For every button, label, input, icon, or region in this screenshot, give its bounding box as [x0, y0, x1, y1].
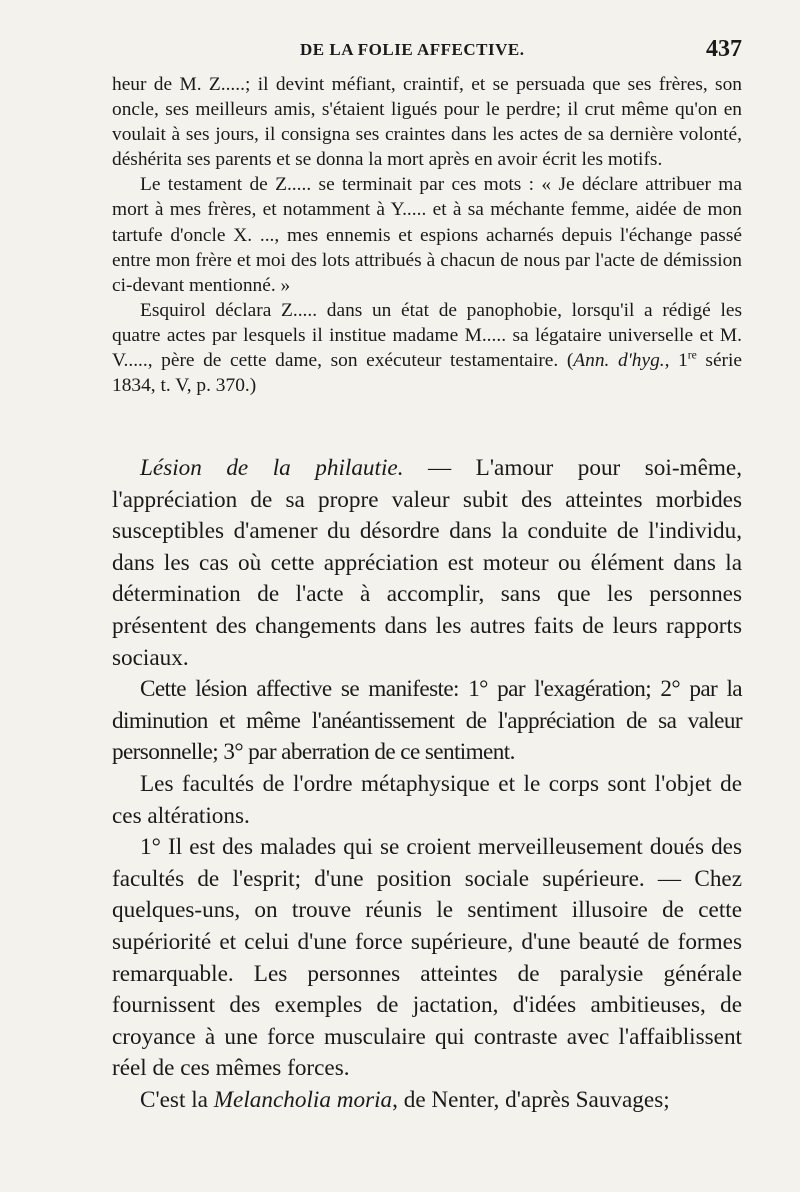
source-journal: Ann. d'hyg. — [573, 350, 665, 372]
page-header — [112, 38, 742, 72]
series-number: , 1 — [664, 350, 688, 372]
case-paragraph-testament: Le testament de Z..... se terminait par ces mots : « Je déclare attribuer ma mort à mes frères, et notamment à Y..... et à sa méchante femme, aidée de mon tartufe d'oncle X. ..., mes ennemis et espions acharnés depuis l'échange passé entre mon frère et moi des lots attribués à chacun de nous par l'acte de démission ci-devant mentionné. » — [112, 174, 742, 296]
melancholia-paragraph — [112, 1085, 742, 1117]
series-superscript: re — [687, 348, 697, 362]
case-description — [112, 72, 742, 398]
case-paragraph-esquirol — [112, 298, 742, 398]
section-title: Lésion de la philautie. — [140, 455, 404, 481]
series-citation: série 1834, t. V, p. 370.) — [112, 350, 742, 397]
faculties-paragraph: Les facultés de l'ordre métaphysique et le corps sont l'objet de ces altérations. — [112, 770, 742, 829]
philautie-paragraph — [112, 453, 742, 674]
melancholia-intro: C'est la — [140, 1086, 214, 1113]
philautie-text: — L'amour pour soi-même, l'appréciation de sa propre valeur subit des atteintes morbides susceptibles d'amener du désordre dans la conduite de l'individu, dans les cas où cette appréciation est moteur ou élément dans la détermination de l'acte à accomplir, sans que les personnes présentent des changements dans les autres faits de leurs rapports sociaux. — [112, 455, 742, 671]
manifestation-paragraph: Cette lésion affective se manifeste: 1° par l'exagération; 2° par la diminution et même l'anéantissement de l'appréciation de sa valeur personnelle; 3° par aberration de ce sentiment. — [112, 676, 742, 766]
running-title: DE LA FOLIE AFFECTIVE. — [300, 40, 525, 59]
melancholia-term: Melancholia moria — [213, 1086, 393, 1113]
main-text — [112, 453, 742, 1116]
case-paragraph-1: heur de M. Z.....; il devint méfiant, craintif, et se persuada que ses frères, son oncle, ses meilleurs amis, s'étaient ligués pour le perdre; il crut même qu'on en voulait à ses jours, il consigna ses craintes dans les actes de sa dernière volonté, déshérita ses parents et se donna la mort après en avoir écrit les motifs. — [112, 74, 742, 171]
esquirol-text: Esquirol déclara Z..... dans un état de panophobie, lorsqu'il a rédigé les quatre actes par lesquels il institue madame M..... sa légataire universelle et M. V....., père de cette dame, son exécuteur testamentaire. ( — [112, 299, 742, 372]
melancholia-source: , de Nenter, d'après Sauvages; — [392, 1086, 670, 1113]
first-case-paragraph: 1° Il est des malades qui se croient merveilleusement doués des facultés de l'esprit; d'une position sociale supérieure. — Chez quelques-uns, on trouve réunis le sentiment illusoire de cette supériorité et celui d'une force supérieure, d'une beauté de formes remarquable. Les personnes atteintes de paralysie générale fournissent des exemples de jactation, d'idées ambitieuses, de croyance à une force musculaire qui contraste avec l'affaiblissent réel de ces mêmes forces. — [112, 834, 742, 1082]
page-number: 437 — [706, 36, 742, 62]
